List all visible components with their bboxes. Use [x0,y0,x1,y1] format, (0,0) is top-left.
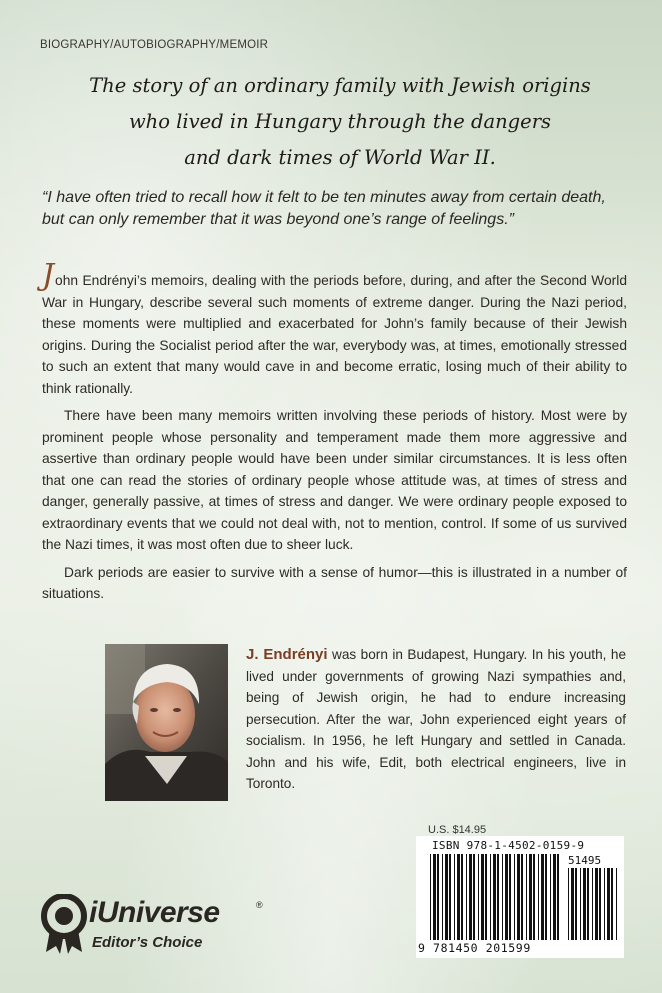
publisher-logo [40,890,270,970]
ean-bar [502,854,503,940]
publisher-wordmark: iUniverse [89,896,220,929]
tagline-line-1: The story of an ordinary family with Jewish origins [89,74,591,97]
ean-bar [485,854,487,940]
ean-bar [545,854,547,940]
addon-bar [568,868,569,940]
ean-bar [445,854,448,940]
book-description [42,258,627,611]
ean-bar [557,854,559,940]
price-addon-code: 51495 [568,854,602,867]
ean-bar [493,854,496,940]
paragraph-1-text: ohn Endrényi’s memoirs, dealing with the periods before, during, and after the Second World War in Hungary, describe several such moments of extreme danger. During the Nazi period, these moments were multiplied and exacerbated for John’s family because of their Jewish origins. During the Socialist period after the war, everybody was, at times, emotionally stressed to such an extent that many would cave in and become erratic, losing much of their ability to think rationally. [42,273,627,396]
addon-bar [616,868,617,940]
ean-bar [529,854,532,940]
addon-bar [611,868,613,940]
ean-bar [533,854,535,940]
ean-bar [517,854,520,940]
ean-bar [505,854,508,940]
editors-choice-label: Editor’s Choice [92,934,203,951]
ean-bar [497,854,499,940]
addon-bar [592,868,593,940]
addon-bar [580,868,581,940]
ean-bar [481,854,484,940]
description-paragraph-3: Dark periods are easier to survive with a sense of humor—this is illustrated in a number of situations. [42,564,627,601]
ean-bar [541,854,544,940]
ean-bar [490,854,491,940]
ean-bar [550,854,551,940]
ean-bar [430,854,431,940]
description-paragraph-2: There have been many memoirs written involving these periods of history. Most were by prominent people whose personality and temperament made them more aggressive and assertive than ordinary people would have been under similar circumstances. It is less often that one can read the stories of ordinary people whose attitude was, at times of stress and danger, generally passive, at times of stress and danger. We were ordinary people exposed to extraordinary events that we could not deal with, not to mention, control. If some of us survived the Nazi times, it was most often due to sheer luck. [42,408,627,552]
ean-bar [442,854,443,940]
addon-bar [604,868,605,940]
ean-bar [553,854,556,940]
barcode-bars [416,836,624,958]
ean-bar [454,854,455,940]
ean-bar [538,854,539,940]
pull-quote: “I have often tried to recall how it felt to be ten minutes away from certain death, but can only remember that it was beyond one’s range of feelings.” [42,189,606,228]
author-name: J. Endrényi [246,646,328,663]
ean-bar [437,854,439,940]
ean-bar [461,854,463,940]
addon-bar [587,868,589,940]
isbn-barcode [416,836,624,958]
isbn-number: ISBN 978-1-4502-0159-9 [432,839,585,852]
ean-bar [457,854,460,940]
author-photo [105,644,228,801]
ean-digits: 9 781450 201599 [418,941,531,955]
addon-bar [575,868,577,940]
addon-bar [607,868,610,940]
author-portrait-image [105,644,228,801]
tagline-line-2: who lived in Hungary through the dangers [128,110,552,133]
author-bio [246,644,626,795]
ean-bar [478,854,479,940]
addon-bar [571,868,574,940]
ean-bar [466,854,467,940]
addon-bar [595,868,598,940]
ean-bar [449,854,451,940]
registered-mark: ® [256,900,263,910]
price-label: U.S. $14.95 [428,824,487,836]
ean-bar [509,854,511,940]
ean-bar [469,854,472,940]
addon-bar [583,868,586,940]
author-bio-text: was born in Budapest, Hungary. In his youth, he lived under governments of growing Nazi sympathies and, being of Jewish origin, he had to endure increasing persecution. After the war, John experienced eight years of socialism. In 1956, he left Hungary and settled in Canada. John and his wife, Edit, both electrical engineers, live in Toronto. [246,647,627,791]
iuniverse-seal-icon [40,894,90,956]
ean-bar [514,854,515,940]
ean-bar [521,854,523,940]
ean-bar [526,854,527,940]
ean-bar [433,854,436,940]
description-paragraph-1 [42,258,627,399]
drop-cap: J [42,258,55,293]
addon-bar [599,868,601,940]
tagline-line-3: and dark times of World War II. [184,146,496,169]
book-category: BIOGRAPHY/AUTOBIOGRAPHY/MEMOIR [40,39,269,51]
ean-bar [473,854,475,940]
tagline [60,68,620,176]
